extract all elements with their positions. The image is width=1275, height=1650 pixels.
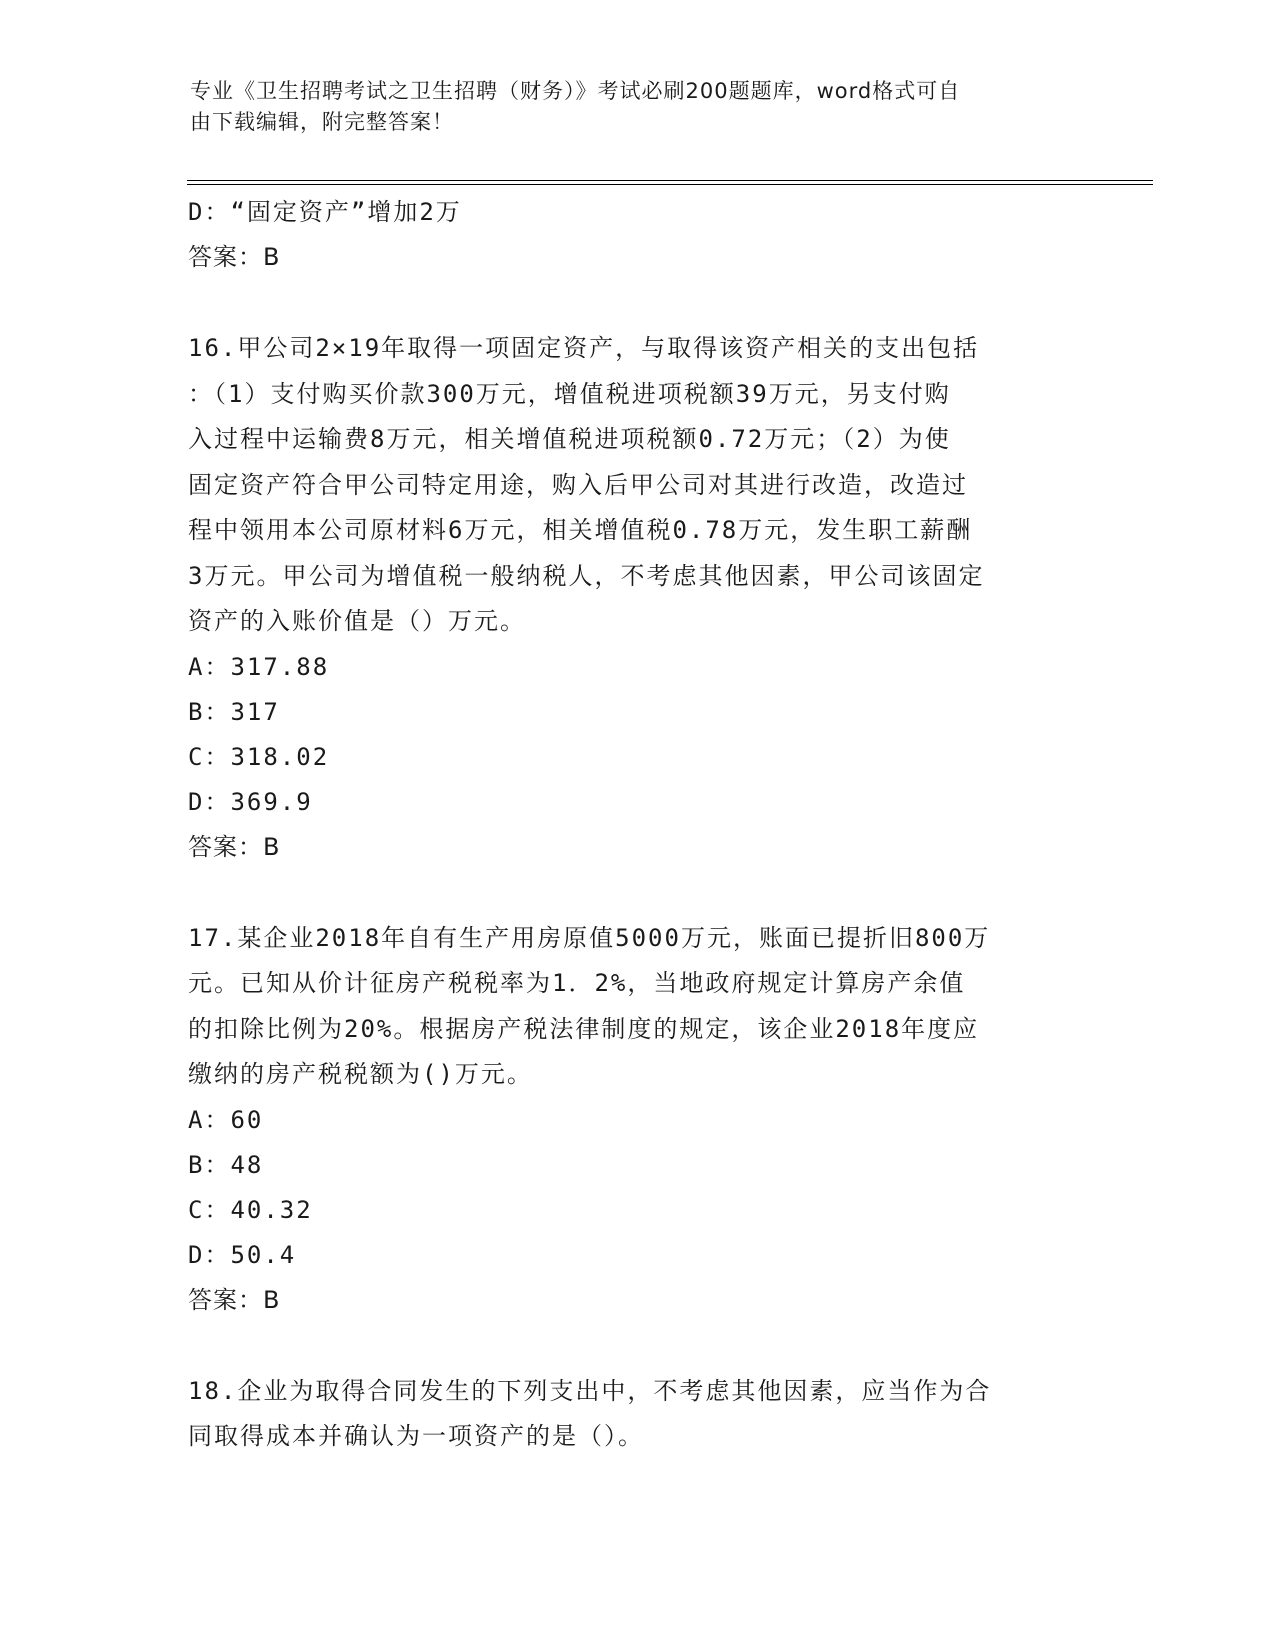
question-text-line: 3万元。甲公司为增值税一般纳税人，不考虑其他因素，甲公司该固定 (188, 561, 985, 590)
header-line-2: 由下载编辑，附完整答案！ (190, 110, 454, 134)
question-text-line: 的扣除比例为20%。根据房产税法律制度的规定，该企业2018年度应 (188, 1014, 980, 1043)
question-text-line: 固定资产符合甲公司特定用途，购入后甲公司对其进行改造，改造过 (188, 470, 968, 499)
question-text-line: 程中领用本公司原材料6万元，相关增值税0.78万元，发生职工薪酬 (188, 516, 973, 544)
answer: 答案：B (188, 1285, 281, 1314)
option-a: A：317.88 (188, 652, 330, 681)
answer: 答案：B (188, 243, 281, 271)
question-text-line: 17.某企业2018年自有生产用房原值5000万元，账面已提折旧800万 (188, 923, 991, 952)
option-d: D：“固定资产”增加2万 (188, 198, 462, 226)
document-body (188, 190, 1088, 1460)
document-header (190, 76, 1070, 138)
question-text-line: 资产的入账价值是（）万元。 (188, 607, 526, 635)
option-d: D：369.9 (188, 787, 313, 816)
question-text-line: 18.企业为取得合同发生的下列支出中，不考虑其他因素，应当作为合 (188, 1376, 992, 1405)
question-text-line: 同取得成本并确认为一项资产的是（）。 (188, 1422, 644, 1450)
header-divider-bottom (187, 184, 1153, 185)
option-c: C：318.02 (188, 742, 330, 771)
previous-question-tail (188, 190, 1088, 280)
question-text-line: 16.甲公司2×19年取得一项固定资产，与取得该资产相关的支出包括 (188, 334, 980, 362)
answer: 答案：B (188, 832, 281, 861)
question-18 (188, 1369, 1088, 1460)
option-b: B：48 (188, 1150, 264, 1179)
question-text-line: 缴纳的房产税税额为()万元。 (188, 1060, 533, 1088)
option-b: B：317 (188, 697, 280, 726)
question-text-line: 入过程中运输费8万元，相关增值税进项税额0.72万元；（2）为使 (188, 425, 951, 453)
option-c: C：40.32 (188, 1195, 313, 1224)
question-text-line: ：（1）支付购买价款300万元，增值税进项税额39万元，另支付购 (188, 379, 951, 408)
header-divider-top (187, 180, 1153, 181)
header-line-1: 专业《卫生招聘考试之卫生招聘（财务）》考试必刷200题题库，word格式可自 (190, 79, 961, 103)
option-d: D：50.4 (188, 1240, 297, 1269)
option-a: A：60 (188, 1105, 264, 1134)
question-16 (188, 326, 1088, 870)
question-text-line: 元。已知从价计征房产税税率为1．2%，当地政府规定计算房产余值 (188, 969, 966, 997)
question-17 (188, 916, 1088, 1323)
